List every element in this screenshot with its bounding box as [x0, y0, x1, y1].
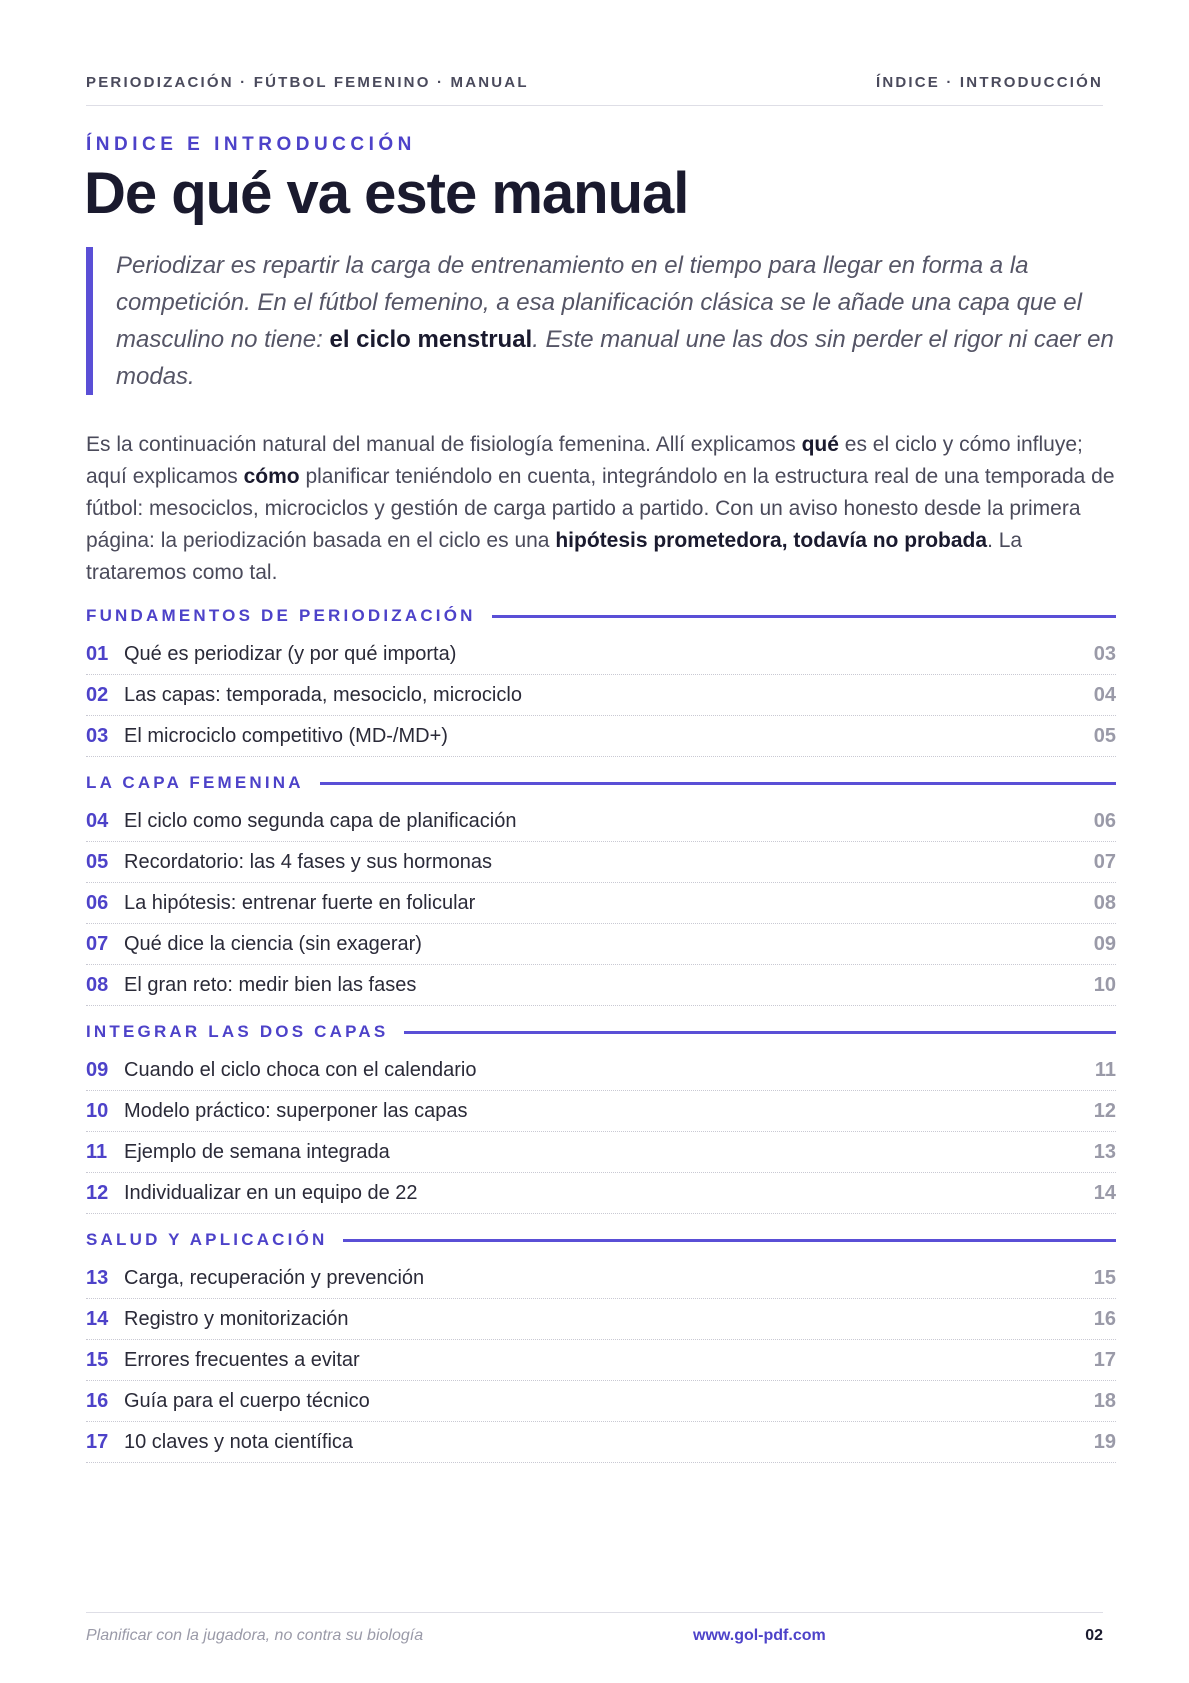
- intro-text-3: planificar teniéndolo en cuenta, integrándolo en la estructura real de una temporada de fútbol: mesociclos, microciclos y gestión de carga partido a partido. Con un aviso honesto desde la primera página: la periodización basada en el ciclo es una: [86, 465, 1115, 552]
- toc-entry[interactable]: [86, 842, 1116, 883]
- toc-entry-title: Modelo práctico: superponer las capas: [124, 1099, 468, 1122]
- toc-entry[interactable]: [86, 716, 1116, 757]
- toc-entry[interactable]: [86, 1050, 1116, 1091]
- toc-entry[interactable]: [86, 1091, 1116, 1132]
- toc-entry-title: Qué dice la ciencia (sin exagerar): [124, 932, 422, 955]
- toc-entry-number: 03: [86, 724, 109, 747]
- toc-entry-title: Qué es periodizar (y por qué importa): [124, 642, 457, 665]
- toc-entry-number: 15: [86, 1348, 109, 1371]
- page-title: De qué va este manual: [84, 161, 689, 226]
- toc-entry[interactable]: [86, 1173, 1116, 1214]
- toc-entry-number: 08: [86, 973, 109, 996]
- toc-section-header: [86, 1016, 1116, 1048]
- toc-entry-number: 17: [86, 1430, 109, 1453]
- toc-entry-number: 10: [86, 1099, 109, 1122]
- section-eyebrow: ÍNDICE E INTRODUCCIÓN: [86, 134, 416, 155]
- toc-entry[interactable]: [86, 1299, 1116, 1340]
- toc-entry[interactable]: [86, 883, 1116, 924]
- toc-section-rule: [320, 782, 1116, 785]
- toc-entry-page: 13: [1093, 1140, 1116, 1163]
- toc-entry-title: El gran reto: medir bien las fases: [124, 973, 417, 996]
- toc-section: [86, 1224, 1116, 1463]
- header-right: ÍNDICE · INTRODUCCIÓN: [875, 74, 1103, 91]
- toc-entry[interactable]: [86, 675, 1116, 716]
- toc-entry-title: La hipótesis: entrenar fuerte en folicular: [124, 891, 476, 914]
- toc-section-rule: [343, 1239, 1116, 1242]
- toc-entry[interactable]: [86, 1422, 1116, 1463]
- toc-entry[interactable]: [86, 924, 1116, 965]
- lead-text-1: Periodizar es repartir la carga de entrenamiento en el tiempo para llegar en forma a la competición. En el fútbol femenino, a esa planificación clásica se le añade una capa que el masculino no tiene:: [116, 252, 1082, 353]
- toc-entry-title: Guía para el cuerpo técnico: [124, 1389, 370, 1412]
- toc-entry-page: 16: [1093, 1307, 1116, 1330]
- toc-entry-title: 10 claves y nota científica: [124, 1430, 354, 1453]
- toc-section: [86, 1016, 1116, 1214]
- toc-entry-page: 03: [1093, 642, 1116, 665]
- toc-entry[interactable]: [86, 1258, 1116, 1299]
- toc-section-title: SALUD Y APLICACIÓN: [86, 1230, 328, 1249]
- intro-text-2: es el ciclo y cómo influye; aquí explicamos: [86, 433, 1083, 488]
- footer-tagline: Planificar con la jugadora, no contra su biología: [86, 1627, 424, 1644]
- toc-entry-page: 14: [1093, 1181, 1116, 1204]
- toc-entry-number: 02: [86, 683, 109, 706]
- toc-section-title: FUNDAMENTOS DE PERIODIZACIÓN: [86, 606, 476, 625]
- page-footer: [86, 1612, 1103, 1645]
- toc-entry[interactable]: [86, 1381, 1116, 1422]
- intro-bold-3: hipótesis prometedora, todavía no probada: [555, 529, 988, 552]
- intro-paragraph: [86, 429, 1116, 589]
- toc-entry[interactable]: [86, 801, 1116, 842]
- toc-entry-number: 01: [86, 642, 109, 665]
- toc-entry-page: 11: [1094, 1058, 1116, 1081]
- toc-entry-number: 09: [86, 1058, 109, 1081]
- toc-entry[interactable]: [86, 1340, 1116, 1381]
- toc-entry[interactable]: [86, 965, 1116, 1006]
- toc-entry-title: El ciclo como segunda capa de planificación: [124, 809, 517, 832]
- header-left: PERIODIZACIÓN · FÚTBOL FEMENINO · MANUAL: [86, 74, 529, 91]
- intro-text-1: Es la continuación natural del manual de fisiología femenina. Allí explicamos: [86, 433, 802, 456]
- toc-entry-page: 09: [1093, 932, 1116, 955]
- lead-text-2: . Este manual une las dos sin perder el rigor ni caer en modas.: [116, 326, 1114, 390]
- toc-section-title: INTEGRAR LAS DOS CAPAS: [86, 1022, 389, 1041]
- toc-entry-page: 04: [1093, 683, 1116, 706]
- toc-entry-title: El microciclo competitivo (MD-/MD+): [124, 724, 448, 747]
- toc-entry-number: 13: [86, 1266, 109, 1289]
- toc-entry-number: 11: [86, 1140, 108, 1163]
- toc-entry-title: Las capas: temporada, mesociclo, microciclo: [124, 683, 522, 706]
- toc-entry-number: 14: [86, 1307, 109, 1330]
- lead-quote: [86, 247, 1146, 395]
- toc-entry-title: Registro y monitorización: [124, 1307, 349, 1330]
- lead-emphasis: el ciclo menstrual: [329, 326, 533, 353]
- toc-entry-number: 04: [86, 809, 109, 832]
- toc-entry[interactable]: [86, 1132, 1116, 1173]
- toc-entry-page: 18: [1093, 1389, 1116, 1412]
- toc-entry-page: 06: [1093, 809, 1116, 832]
- toc-section: [86, 600, 1116, 757]
- toc-entry-page: 15: [1093, 1266, 1116, 1289]
- toc-entry-number: 16: [86, 1389, 109, 1412]
- toc-entry-page: 12: [1093, 1099, 1116, 1122]
- toc-section-header: [86, 767, 1116, 799]
- toc-entry-title: Carga, recuperación y prevención: [124, 1266, 425, 1289]
- toc-entry-title: Ejemplo de semana integrada: [124, 1140, 390, 1163]
- toc-section-rule: [492, 615, 1116, 618]
- table-of-contents: [86, 600, 1116, 1473]
- toc-entry[interactable]: [86, 634, 1116, 675]
- toc-entry-page: 17: [1093, 1348, 1116, 1371]
- toc-section-header: [86, 600, 1116, 632]
- toc-entry-title: Cuando el ciclo choca con el calendario: [124, 1058, 477, 1081]
- page-number: 02: [1085, 1627, 1103, 1644]
- toc-entry-title: Errores frecuentes a evitar: [124, 1348, 360, 1371]
- toc-entry-page: 05: [1093, 724, 1116, 747]
- running-header: [86, 74, 1103, 106]
- toc-entry-page: 19: [1093, 1430, 1116, 1453]
- toc-entry-title: Individualizar en un equipo de 22: [124, 1181, 418, 1204]
- intro-text-4: . La trataremos como tal.: [86, 529, 1023, 584]
- toc-entry-number: 05: [86, 850, 109, 873]
- toc-entry-number: 07: [86, 932, 109, 955]
- toc-entry-number: 12: [86, 1181, 109, 1204]
- toc-section-title: LA CAPA FEMENINA: [86, 773, 304, 792]
- toc-entry-page: 10: [1093, 973, 1116, 996]
- toc-entry-number: 06: [86, 891, 109, 914]
- toc-section-rule: [404, 1031, 1116, 1034]
- intro-bold-2: cómo: [243, 465, 300, 488]
- toc-entry-title: Recordatorio: las 4 fases y sus hormonas: [124, 850, 492, 873]
- intro-bold-1: qué: [801, 433, 839, 456]
- footer-url-link[interactable]: www.gol-pdf.com: [693, 1627, 826, 1644]
- toc-section-header: [86, 1224, 1116, 1256]
- toc-entry-page: 08: [1093, 891, 1116, 914]
- toc-entry-page: 07: [1093, 850, 1116, 873]
- toc-section: [86, 767, 1116, 1006]
